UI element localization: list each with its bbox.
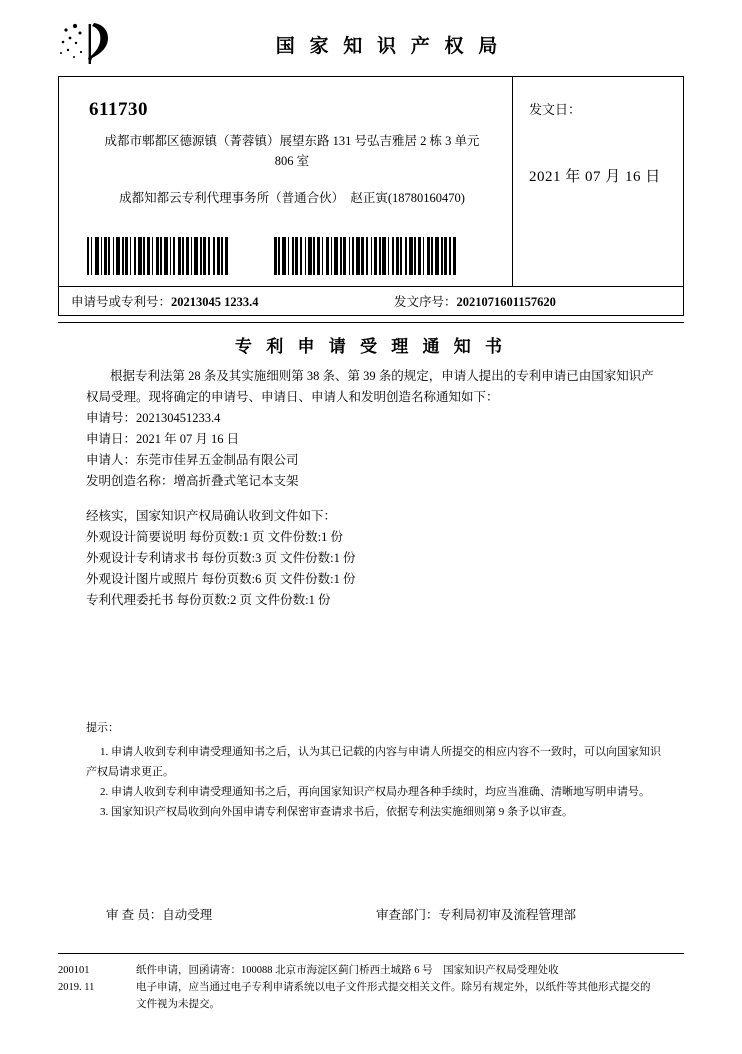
footer-codes (58, 962, 132, 996)
department-value: 专利局初审及流程管理部 (438, 908, 577, 922)
national-emblem-icon (58, 20, 114, 68)
footer-notes (136, 962, 684, 1013)
footer-line-1: 纸件申请，回函请寄：100088 北京市海淀区蓟门桥西土城路 6 号 国家知识产权局受理处收 (136, 965, 559, 976)
department-label: 审查部门： (376, 908, 439, 922)
issue-date-label: 发文日： (529, 102, 582, 117)
send-number-label: 发文序号： (394, 295, 457, 309)
document-header (58, 18, 684, 70)
footer-divider (58, 953, 684, 954)
footer-line-2: 电子申请，应当通过电子专利申请系统以电子文件形式提交相关文件。除另有规定外，以纸件等其他形式提交的 (136, 982, 651, 993)
document-body (86, 366, 666, 611)
barcode-left (87, 237, 257, 275)
field-applicant: 申请人：东莞市佳昇五金制品有限公司 (86, 453, 299, 467)
footer-code: 200101 (58, 965, 90, 976)
tip-item-3: 3. 国家知识产权局收到向外国申请专利保密审查请求书后，依据专利法实施细则第 9 条予以审查。 (100, 806, 573, 818)
tips-heading: 提示： (86, 722, 119, 734)
department-block (376, 905, 576, 923)
header-info-frame (58, 76, 684, 316)
application-number-row (71, 292, 259, 310)
document-item-4: 专利代理委托书 每份页数:2 页 文件份数:1 份 (86, 593, 331, 607)
application-number-value: 20213045 1233.4 (171, 295, 259, 309)
body-paragraph-1: 根据专利法第 28 条及其实施细则第 38 条、第 39 条的规定，申请人提出的专利申请已由国家知识产权局受理。现将确定的申请号、申请日、申请人和发明创造名称通知如下： (86, 369, 654, 404)
tip-item-1: 1. 申请人收到专利申请受理通知书之后，认为其已记载的内容与申请人所提交的相应内容不一致时，可以向国家知识产权局请求更正。 (86, 746, 661, 778)
address-line-2: 806 室 (274, 154, 310, 168)
field-invention-title: 发明创造名称：增高折叠式笔记本支架 (86, 474, 299, 488)
field-application-no: 申请号：202130451233.4 (86, 411, 221, 425)
frame-horizontal-divider (59, 286, 683, 287)
examiner-value: 自动受理 (162, 908, 213, 922)
title-divider (58, 322, 684, 323)
issue-date-value: 2021 年 07 月 16 日 (529, 169, 661, 185)
send-number-row (394, 292, 556, 310)
application-number-label: 申请号或专利号： (71, 295, 172, 309)
barcode-right (274, 237, 489, 275)
body-spacer (86, 492, 666, 506)
send-number-value: 2021071601157620 (456, 295, 556, 309)
field-application-date: 申请日：2021 年 07 月 16 日 (86, 432, 240, 446)
doc-number: 611730 (89, 99, 148, 120)
tip-item-2: 2. 申请人收到专利申请受理通知书之后，再向国家知识产权局办理各种手续时，均应当准确、清晰地写明申请号。 (100, 786, 650, 798)
examiner-label: 审 查 员： (106, 908, 163, 922)
body-paragraph-2: 经核实，国家知识产权局确认收到文件如下： (86, 509, 337, 523)
document-item-3: 外观设计图片或照片 每份页数:6 页 文件份数:1 份 (86, 572, 356, 586)
tips-section (86, 718, 666, 822)
footer-version: 2019. 11 (58, 982, 95, 993)
document-item-1: 外观设计简要说明 每份页数:1 页 文件份数:1 份 (86, 530, 343, 544)
examiner-block (106, 905, 212, 923)
address-line-1: 成都市郫都区德源镇（菁蓉镇）展望东路 131 号弘吉雅居 2 栋 3 单元 (104, 134, 480, 148)
recipient-address (87, 131, 497, 171)
document-item-2: 外观设计专利请求书 每份页数:3 页 文件份数:1 份 (86, 551, 356, 565)
notice-title: 专 利 申 请 受 理 通 知 书 (235, 337, 507, 356)
page-title: 国 家 知 识 产 权 局 (275, 35, 503, 57)
agency-line: 成都知都云专利代理事务所（普通合伙） 赵正寅(18780160470) (119, 191, 465, 205)
frame-vertical-divider (512, 77, 513, 286)
footer-line-3: 文件视为未提交。 (136, 999, 220, 1010)
